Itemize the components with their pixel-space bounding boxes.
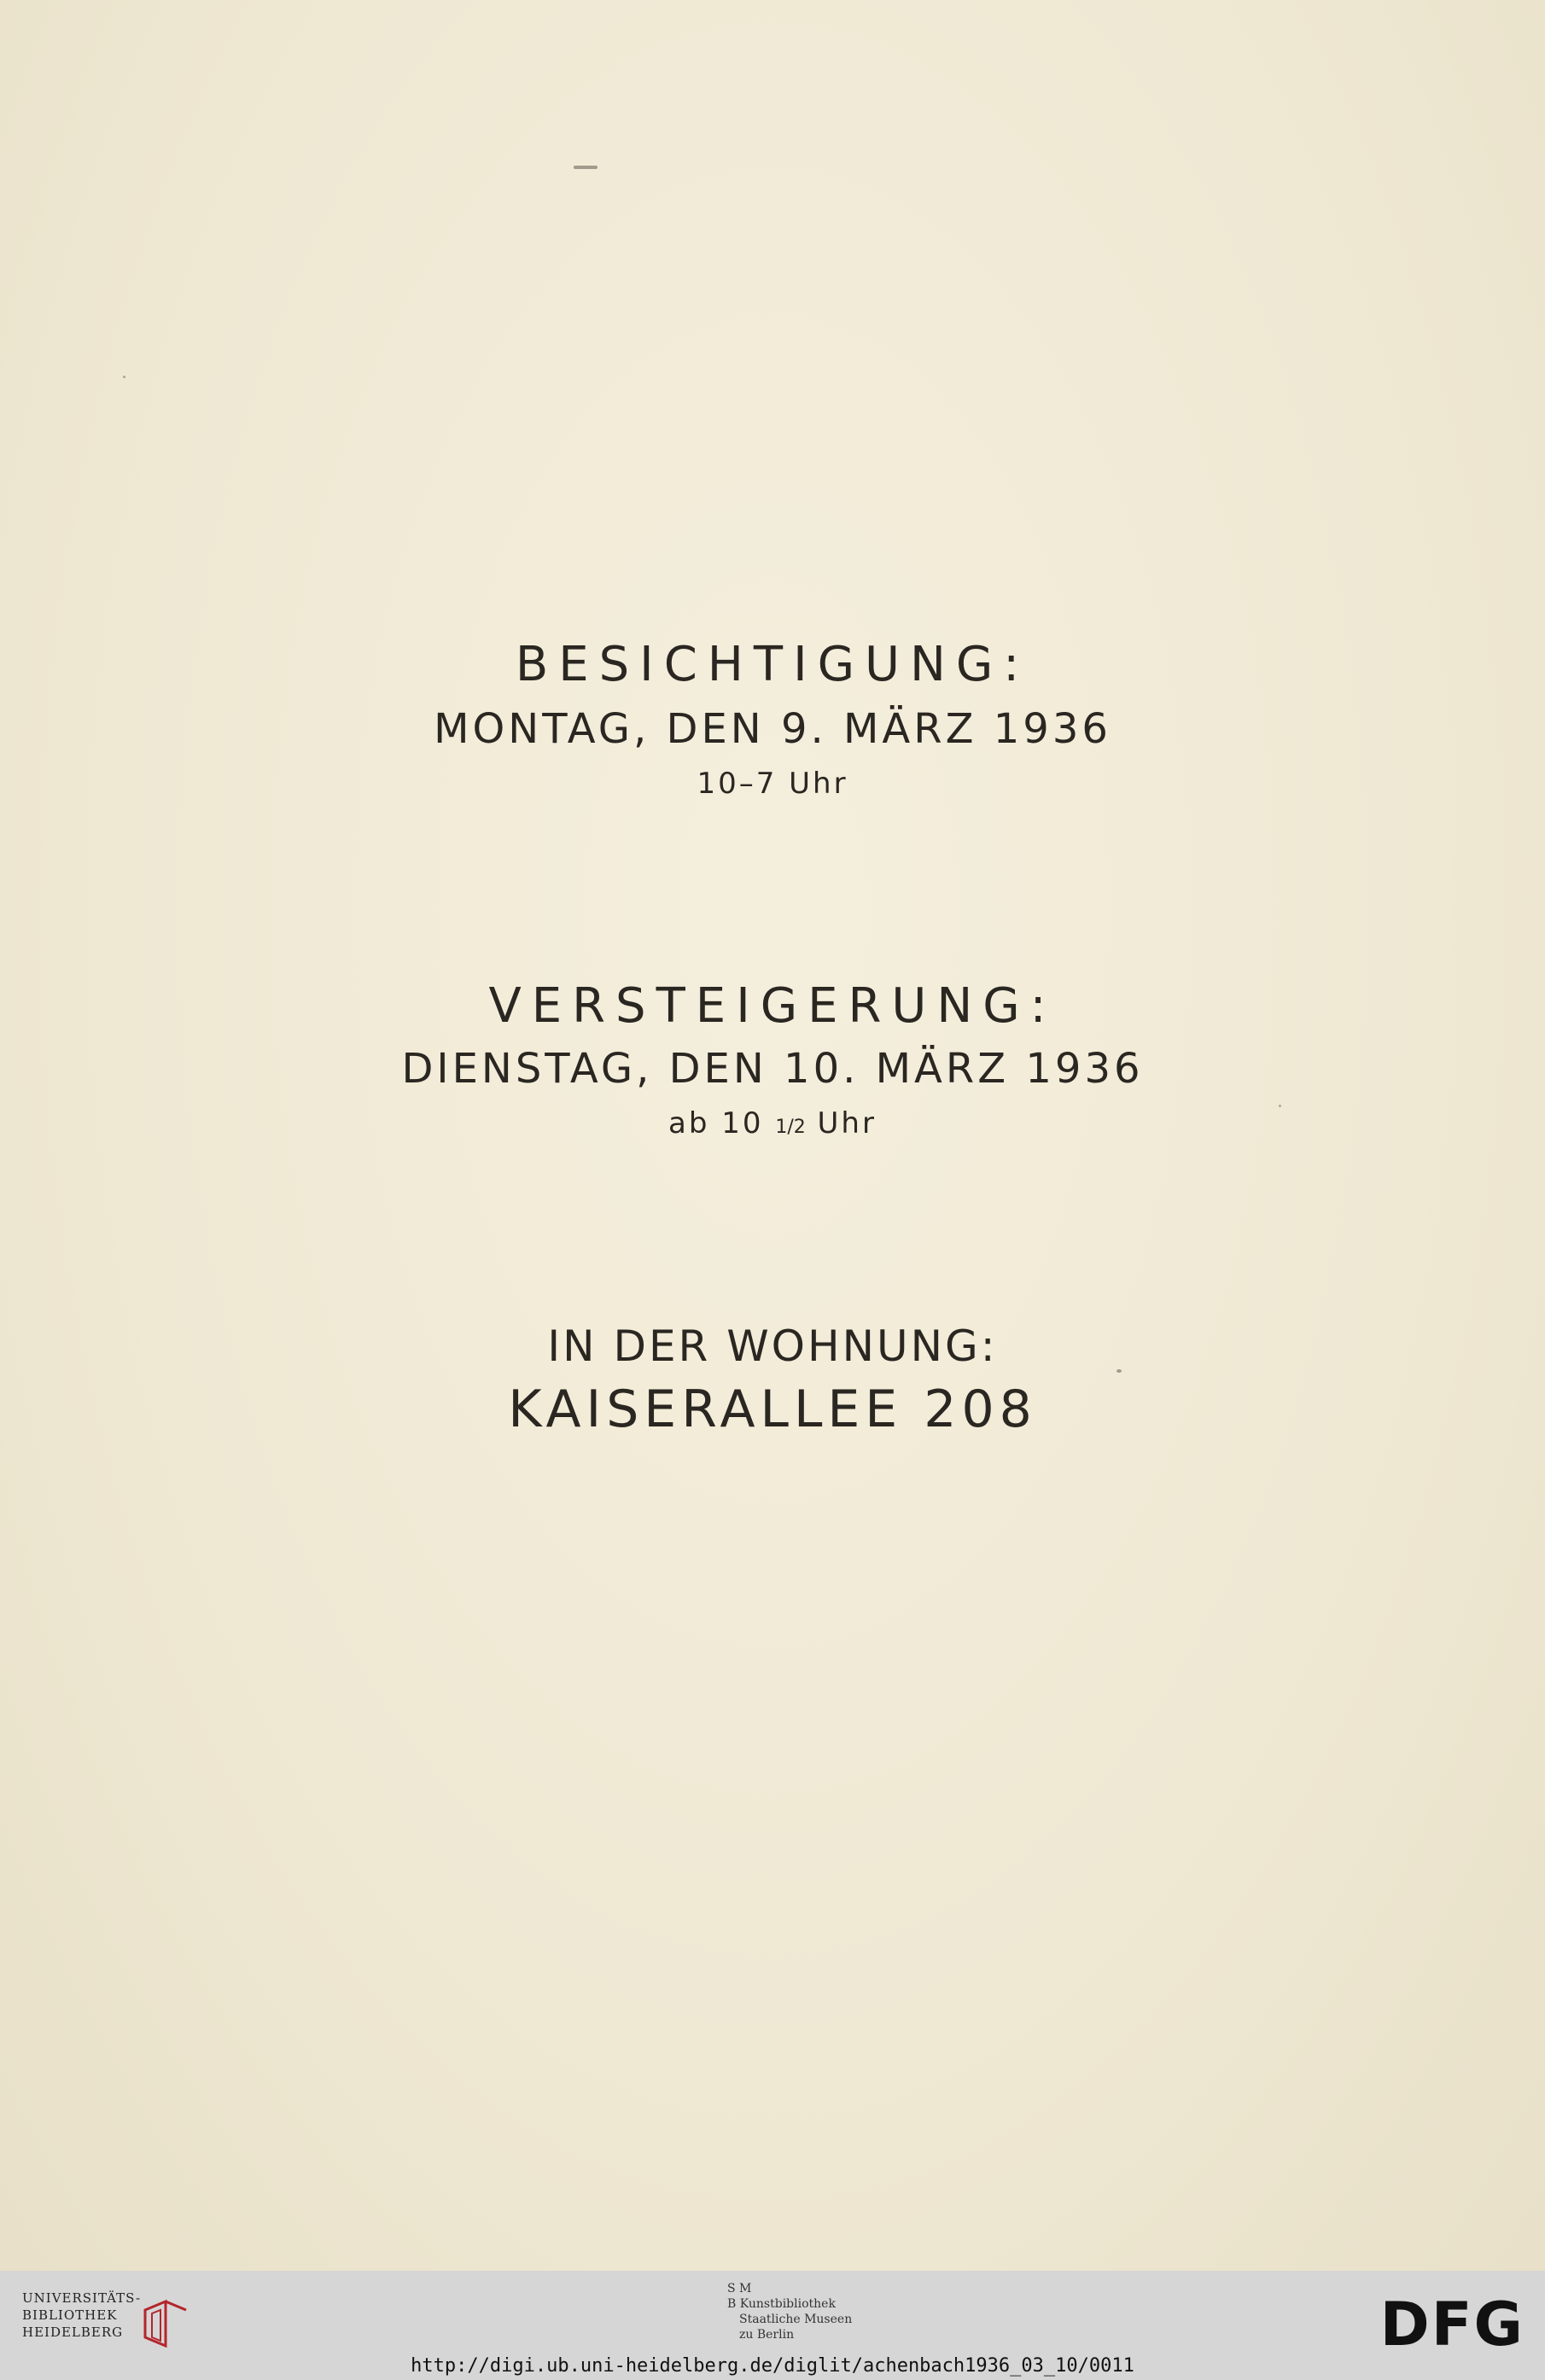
date-montag: MONTAG, DEN 9. MÄRZ 1936 <box>434 705 1111 753</box>
time-besichtigung: 10–7 Uhr <box>697 767 848 801</box>
paper-speck <box>123 376 125 378</box>
heading-besichtigung: BESICHTIGUNG: <box>515 637 1030 692</box>
address: KAISERALLEE 208 <box>508 1380 1037 1439</box>
time-fraction: 1/2 <box>775 1117 806 1138</box>
dfg-logo[interactable]: DFG <box>1379 2290 1525 2360</box>
time-versteigerung <box>0 1106 1545 1140</box>
permalink[interactable]: http://digi.ub.uni-heidelberg.de/diglit/achenbach1936_03_10/0011 <box>411 2355 1134 2377</box>
date-dienstag: DIENSTAG, DEN 10. MÄRZ 1936 <box>401 1045 1144 1093</box>
heading-wohnung: IN DER WOHNUNG: <box>547 1321 998 1371</box>
paper-speck <box>574 166 598 169</box>
library-mark-icon <box>140 2298 191 2349</box>
partner-logo[interactable]: S M B Kunstbibliothek Staatliche Museen zu Berlin <box>727 2282 853 2342</box>
university-library-logo[interactable] <box>22 2290 193 2358</box>
time-prefix: ab 10 <box>668 1106 764 1140</box>
library-name: UNIVERSITÄTS- BIBLIOTHEK HEIDELBERG <box>22 2290 142 2340</box>
time-suffix: Uhr <box>817 1106 877 1140</box>
viewer-footer <box>0 2271 1545 2380</box>
heading-versteigerung: VERSTEIGERUNG: <box>488 978 1057 1034</box>
